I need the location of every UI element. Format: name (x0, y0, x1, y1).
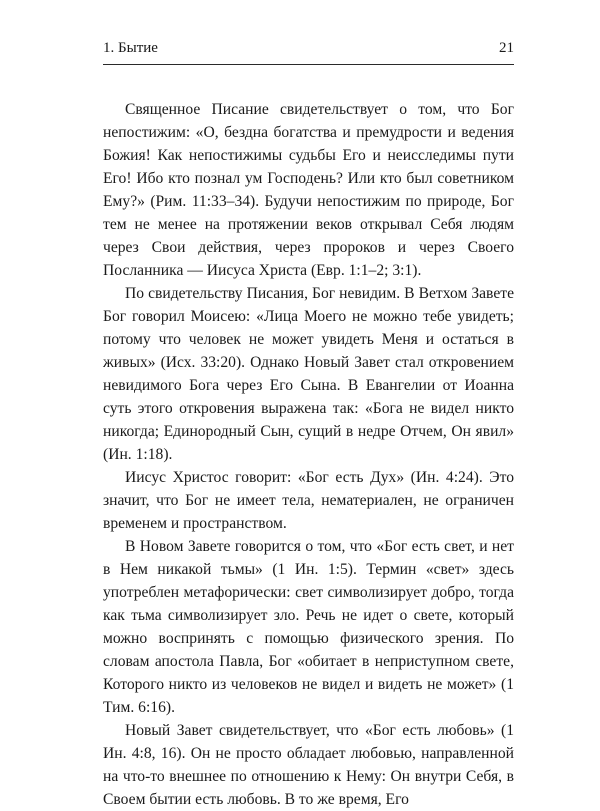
page-number: 21 (499, 40, 514, 56)
paragraph-incomprehensibility: Священное Писание свидетельствует о том, что Бог непостижим: «О, бездна богатства и премудрости и ведения Божия! Как непостижимы судьбы Его и неисследимы пути Его! Ибо кто познал ум Господень? Или кто был советником Ему?» (Рим. 11:33–34). Будучи непостижим по природе, Бог тем не менее на протяжении веков открывал Себя людям через Свои действия, через пророков и через Своего Посланника — Иисуса Христа (Евр. 1:1–2; 3:1). (103, 101, 514, 279)
running-head (103, 40, 514, 62)
body-text (103, 98, 514, 811)
header-rule (103, 64, 514, 65)
paragraph-love: Новый Завет свидетельствует, что «Бог есть любовь» (1 Ин. 4:8, 16). Он не просто обладает любовью, направленной на что-то внешнее по отношению к Нему: Он внутри Себя, в Своем бытии есть любовь. В то же время, Его (103, 722, 514, 808)
paragraph-spirit: Иисус Христос говорит: «Бог есть Дух» (Ин. 4:24). Это значит, что Бог не имеет тела, нематериален, не ограничен временем и пространством. (103, 469, 514, 532)
chapter-title: 1. Бытие (103, 40, 158, 56)
paragraph-light: В Новом Завете говорится о том, что «Бог есть свет, и нет в Нем никакой тьмы» (1 Ин. 1:5). Термин «свет» здесь употреблен метафорически: свет символизирует добро, тогда как тьма символизирует зло. Речь не идет о свете, который можно воспринять с помощью физического зрения. По словам апостола Павла, Бог «обитает в неприступном свете, Которого никто из человеков не видел и видеть не может» (1 Тим. 6:16). (103, 538, 514, 716)
paragraph-invisibility: По свидетельству Писания, Бог невидим. В Ветхом Завете Бог говорил Моисею: «Лица Моего не можно тебе увидеть; потому что человек не может увидеть Меня и остаться в живых» (Исх. 33:20). Однако Новый Завет стал откровением невидимого Бога через Его Сына. В Евангелии от Иоанна суть этого откровения выражена так: «Бога не видел никто никогда; Единородный Сын, сущий в недре Отчем, Он явил» (Ин. 1:18). (103, 285, 514, 463)
